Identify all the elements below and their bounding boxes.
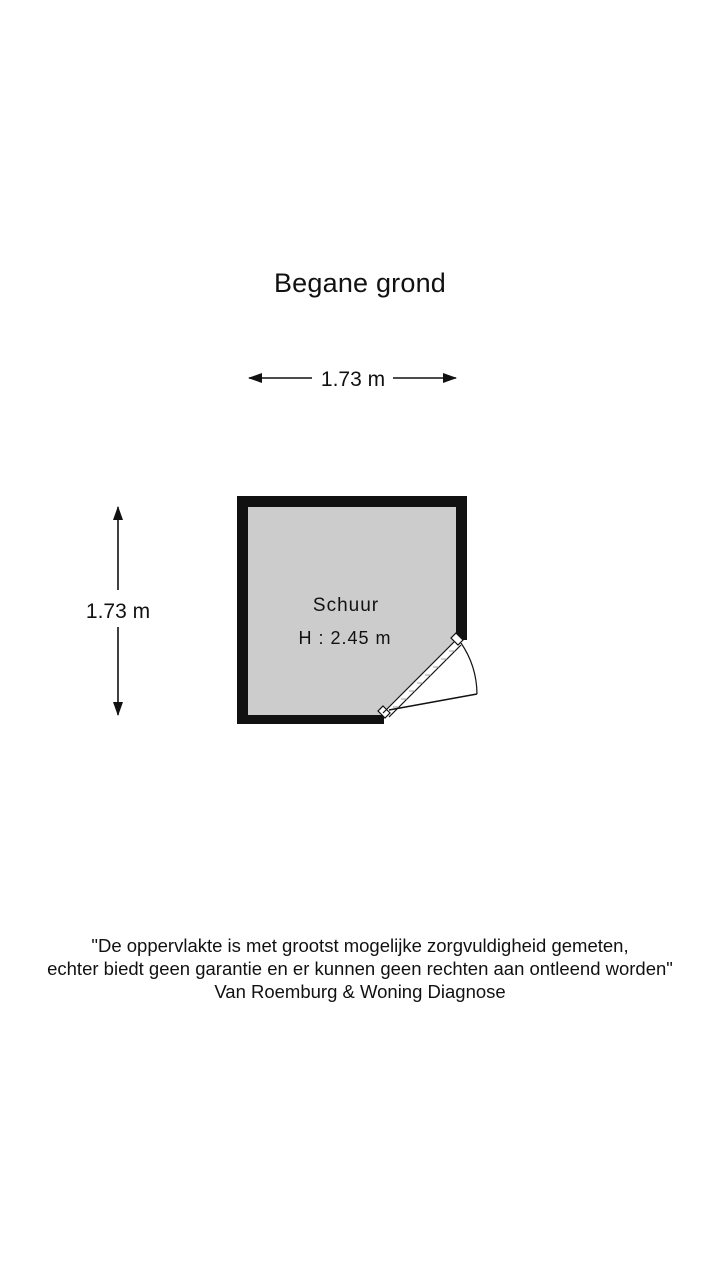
room-height: H : 2.45 m — [298, 628, 392, 648]
door-swing-arc — [461, 643, 477, 694]
disclaimer-line-2: echter biedt geen garantie en er kunnen geen rechten aan ontleend worden" — [47, 958, 673, 979]
disclaimer-company: Van Roemburg & Woning Diagnose — [214, 981, 506, 1002]
room-name: Schuur — [312, 595, 380, 616]
width-dimension — [249, 368, 456, 391]
disclaimer — [0, 934, 720, 1003]
disclaimer-line-1: "De oppervlakte is met grootst mogelijke zorgvuldigheid gemeten, — [91, 935, 629, 956]
height-dimension — [86, 507, 150, 715]
width-dimension-label: 1.73 m — [320, 368, 386, 391]
door-leaf — [389, 694, 477, 710]
floor-title: Begane grond — [273, 268, 447, 298]
height-dimension-label: 1.73 m — [85, 600, 151, 623]
wall-stub-lower — [372, 715, 384, 724]
